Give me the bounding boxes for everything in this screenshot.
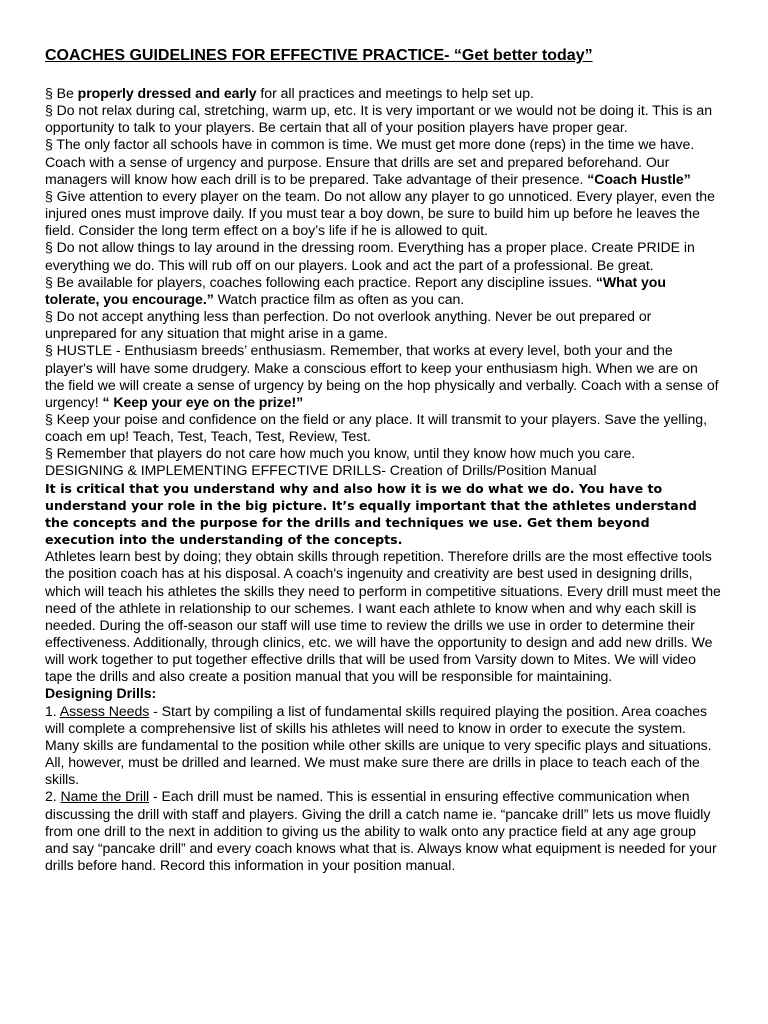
guideline-perfection: § Do not accept anything less than perfection. Do not overlook anything. Never be out prepared or unprepared for any situation that might arise in a game. [45, 308, 652, 342]
document-body [45, 85, 721, 874]
guideline-emphasis: “What you tolerate, you encourage.” [45, 273, 666, 307]
guideline-text: § The only factor all schools have in common is time. We must get more done (reps) in the time we have. Coach with a sense of urgency and purpose. Ensure that drills are set and prepared beforehand. Our managers will know how each drill is to be prepared. Take advantage of their presence. [45, 136, 695, 187]
guideline-text: Watch practice film as often as you can. [213, 290, 465, 307]
step-number: 1. [45, 702, 60, 719]
guideline-text: § Be available for players, coaches following each practice. Report any discipline issues. [45, 273, 596, 290]
step-number: 2. [45, 788, 61, 805]
step-text: - Each drill must be named. This is essential in ensuring effective communication when discussing the drill with staff and players. Giving the drill a catch name ie. “pancake drill” lets us move fluidly from one drill to the next in addition to giving us the ability to walk onto any practice field at any age group and say “pancake drill” and every coach knows what that is. Always know what equipment is needed for your drills before hand. Record this information in your position manual. [45, 788, 717, 874]
document-title: COACHES GUIDELINES FOR EFFECTIVE PRACTICE- “Get better today” [45, 47, 593, 64]
step-name: Assess Needs [59, 702, 150, 719]
guideline-dressing-room: § Do not allow things to lay around in the dressing room. Everything has a proper place. Create PRIDE in everything we do. This will rub off on our players. Look and act the part of a professional. Be great. [45, 239, 695, 273]
guideline-emphasis: properly dressed and early [77, 85, 257, 101]
designing-drills-heading: Designing Drills: [45, 685, 157, 702]
bold-statement: It is critical that you understand why and also how it is we do what we do. You have to understand your role in the big picture. It’s equally important that the athletes understand the concepts and the purpose for the drills and techniques we use. Get them beyond execution into the understanding of the concepts. [45, 480, 697, 548]
step-assess-needs [45, 703, 721, 789]
document-page [45, 46, 721, 874]
guideline-emphasis: “Coach Hustle” [587, 170, 691, 187]
step-text: - Start by compiling a list of fundamental skills required playing the position. Area coaches will complete a comprehensive list of skills his athletes will need to know in order to execute the system. Many skills are fundamental to the position while other skills are unique to very specific plays and situations. All, however, must be drilled and learned. We must make sure there are drills in place to teach each of the skills. [45, 702, 712, 788]
guideline-text: for all practices and meetings to help set up. [256, 85, 534, 101]
athletes-paragraph: Athletes learn best by doing; they obtain skills through repetition. Therefore drills are the most effective tools the position coach has at his disposal. A coach's ingenuity and creativity are best used in designing drills, which will teach his athletes the skills they need to perform in competitive situations. Every drill must meet the need of the athlete in relationship to our schemes. I want each athlete to know when and why each skill is needed. During the off-season our staff will use time to review the drills we use in order to determine their effectiveness. Additionally, through clinics, etc. we will have the opportunity to design and add new drills. We will work together to put together effective drills that will be used from Varsity down to Mites. We will video tape the drills and also create a position manual that you will be responsible for maintaining. [45, 548, 721, 685]
guideline-warmup: § Do not relax during cal, stretching, warm up, etc. It is very important or we would not be doing it. This is an opportunity to talk to your players. Be certain that all of your position players have proper gear. [45, 102, 712, 136]
guideline-attention: § Give attention to every player on the team. Do not allow any player to go unnoticed. Every player, even the injured ones must improve daily. If you must tear a boy down, be sure to build him up before he leaves the field. Consider the long term effect on a boy’s life if he is allowed to quit. [45, 187, 715, 239]
guideline-dress [45, 85, 721, 102]
guideline-poise: § Keep your poise and confidence on the field or any place. It will transmit to your players. Save the yelling, coach em up! Teach, Test, Teach, Test, Review, Test. [45, 410, 707, 445]
drills-heading: DESIGNING & IMPLEMENTING EFFECTIVE DRILLS- Creation of Drills/Position Manual [45, 462, 597, 479]
guideline-care: § Remember that players do not care how much you know, until they know how much you care. [45, 445, 636, 462]
step-name-the-drill [45, 788, 721, 874]
guideline-text: § HUSTLE - Enthusiasm breeds’ enthusiasm. Remember, that works at every level, both your and the player's will have some drudgery. Make a conscious effort to keep your enthusiasm high. When we are on the field we will create a sense of urgency by being on the hop physically and verbally. Coach with a sense of urgency! [45, 342, 719, 410]
guideline-emphasis: “ Keep your eye on the prize!” [102, 393, 304, 410]
step-name: Name the Drill [60, 788, 150, 805]
guideline-availability [45, 274, 721, 308]
guideline-text: § Be [45, 85, 78, 101]
guideline-hustle [45, 342, 721, 411]
guideline-time [45, 136, 721, 187]
